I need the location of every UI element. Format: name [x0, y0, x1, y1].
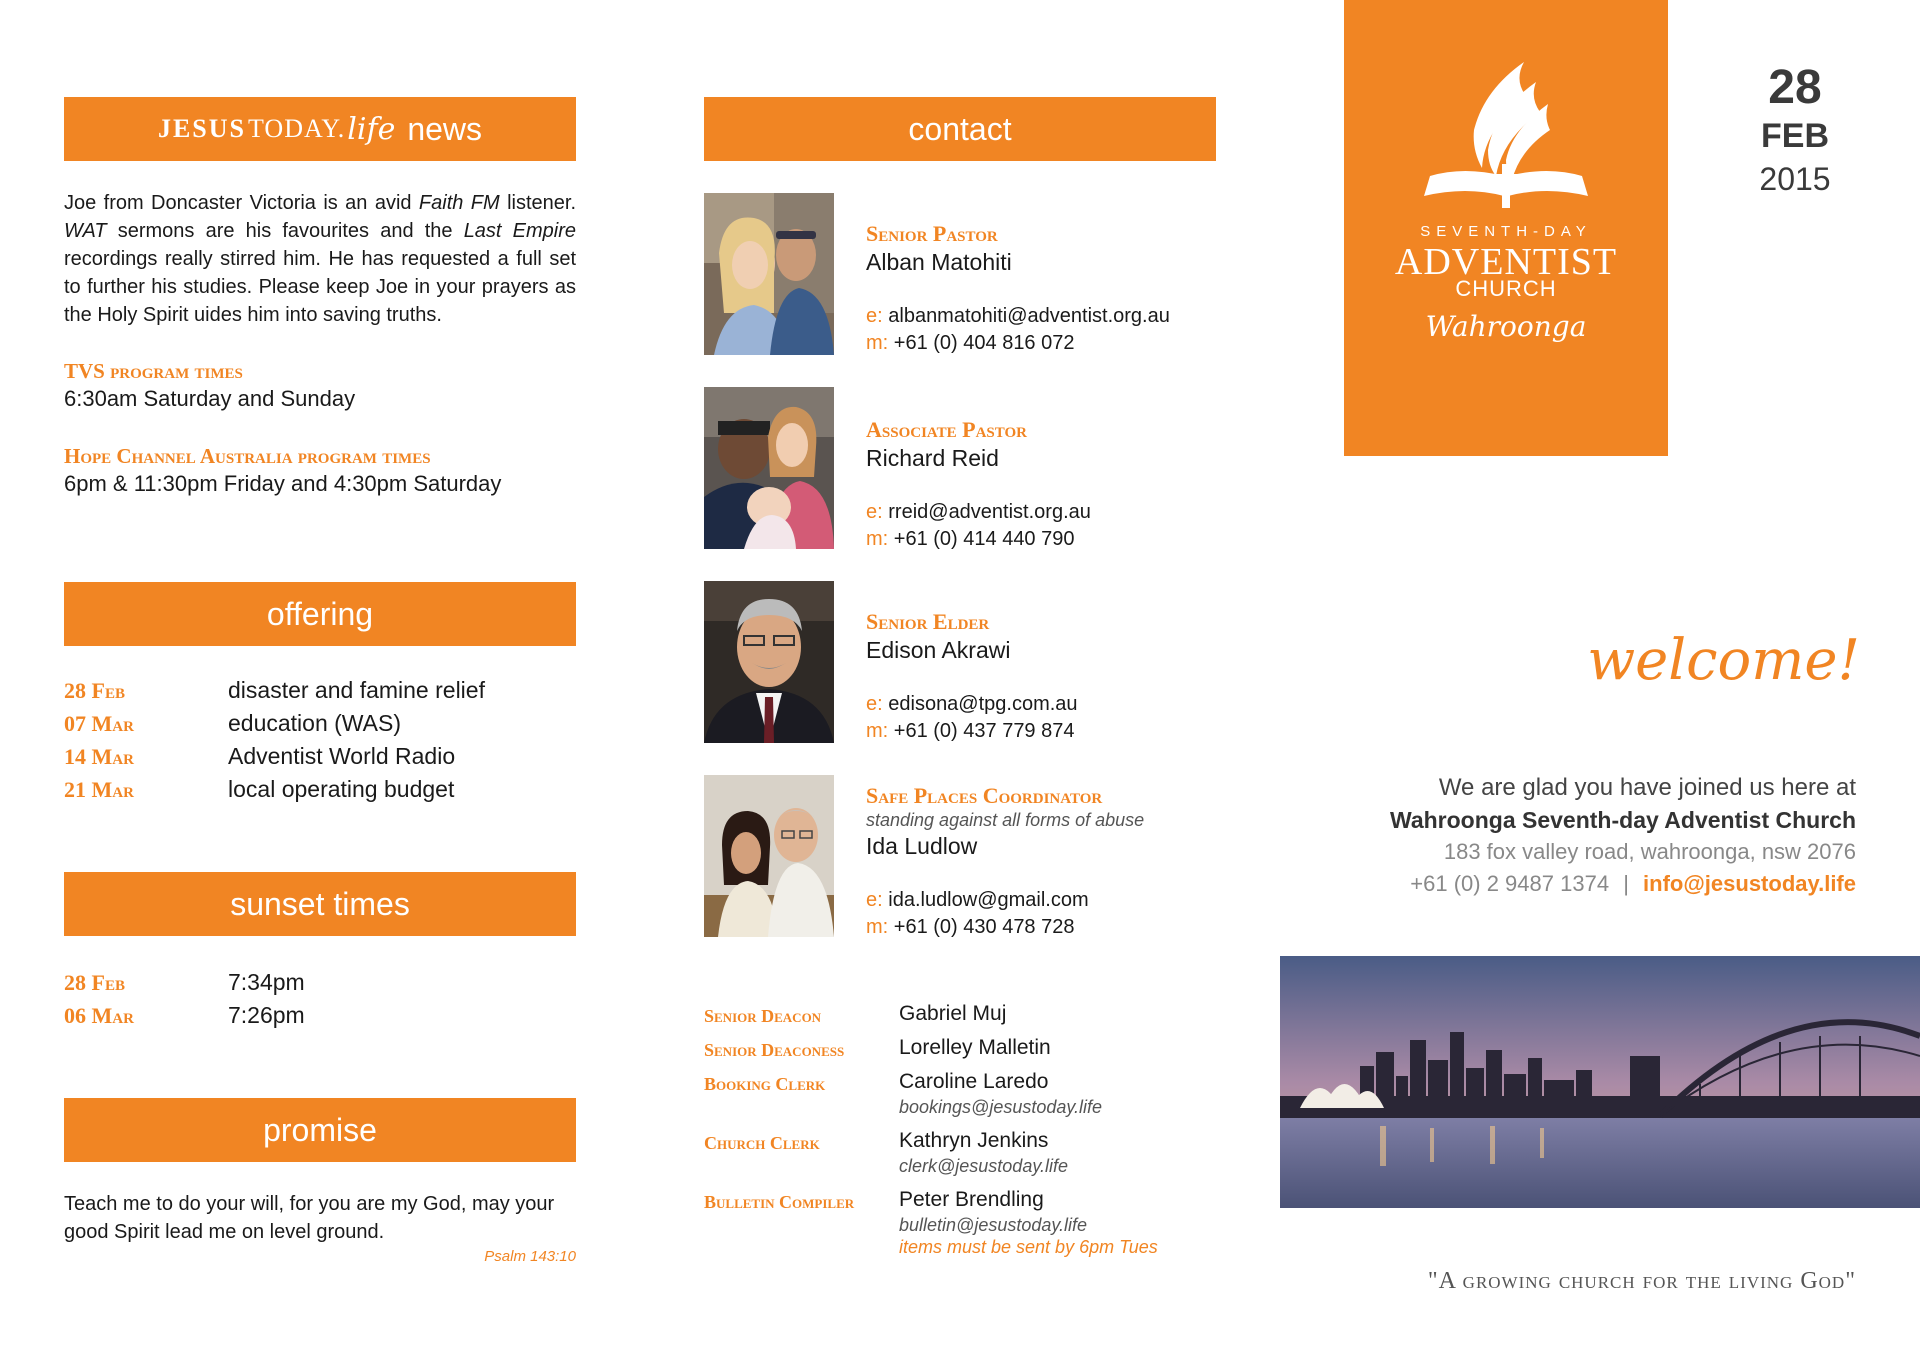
contact-mobile[interactable]: +61 (0) 404 816 072	[893, 332, 1075, 354]
offering-header: offering	[64, 582, 576, 646]
associate-pastor-photo	[704, 387, 834, 549]
contact-card	[704, 193, 1224, 355]
date-year: 2015	[1759, 161, 1831, 197]
sunset-header: sunset times	[64, 872, 576, 936]
contact-mobile[interactable]: +61 (0) 414 440 790	[893, 528, 1075, 550]
role-label: Senior Deacon	[704, 1006, 822, 1026]
welcome-contact	[1280, 868, 1856, 900]
hope-label: Hope Channel Australia program times	[64, 444, 431, 468]
logo-location: Wahroonga	[1425, 310, 1587, 343]
welcome-script: welcome!	[1587, 628, 1860, 693]
contact-card	[704, 775, 1224, 937]
hope-value: 6pm & 11:30pm Friday and 4:30pm Saturday	[64, 471, 502, 496]
role-name: Lorelley Malletin	[899, 1036, 1051, 1059]
role-name: Gabriel Muj	[899, 1002, 1007, 1025]
role-name: Kathryn Jenkins	[899, 1129, 1049, 1152]
contact-header-wrap	[704, 97, 1216, 161]
contact-info: Senior Pastor Alban Matohiti e: albanmatohiti@adventist.org.au m: +61 (0) 404 816 072	[866, 221, 1226, 357]
welcome-line: We are glad you have joined us here at	[1438, 774, 1856, 801]
sunset-section	[64, 872, 576, 1032]
news-column	[64, 97, 576, 499]
contact-info: Associate Pastor Richard Reid e: rreid@adventist.org.au m: +61 (0) 414 440 790	[866, 417, 1226, 553]
logo-seventh-day: SEVENTH-DAY	[1420, 223, 1592, 240]
logo-adventist: ADVENTIST	[1394, 241, 1618, 283]
coordinator-photo	[704, 775, 834, 937]
brand-life: life	[347, 111, 396, 147]
contact-email[interactable]: edisona@tpg.com.au	[888, 693, 1078, 715]
contact-role: Safe Places Coordinator	[866, 783, 1103, 808]
contact-role: Senior Pastor	[866, 221, 998, 246]
promise-text: Teach me to do your will, for you are my God, may your good Spirit lead me on level ground.	[64, 1193, 555, 1243]
offering-section	[64, 582, 576, 806]
list-item: 06 Mar 7:26pm	[64, 1002, 305, 1028]
contact-card	[704, 387, 1224, 549]
offering-list	[64, 674, 576, 806]
contact-email[interactable]: ida.ludlow@gmail.com	[888, 889, 1089, 911]
contact-card	[704, 581, 1224, 743]
list-item: 14 Mar Adventist World Radio	[64, 743, 456, 769]
sydney-harbour-photo	[1280, 956, 1920, 1208]
tvs-label: TVS program times	[64, 359, 243, 383]
contact-name: Richard Reid	[866, 445, 999, 471]
date-day: 28	[1768, 61, 1822, 114]
brand-jesus: JESUS	[157, 114, 246, 143]
welcome-phone[interactable]: +61 (0) 2 9487 1374	[1410, 871, 1610, 896]
logo-church: CHURCH	[1455, 276, 1557, 301]
welcome-address: 183 fox valley road, wahroonga, nsw 2076	[1443, 839, 1856, 864]
logo-panel	[1344, 0, 1668, 456]
role-label: Bulletin Compiler	[704, 1192, 855, 1212]
flame-bible-icon	[1344, 0, 1668, 260]
pastor-photo	[704, 193, 834, 355]
welcome-block	[1280, 772, 1856, 900]
role-name: Peter Brendling	[899, 1188, 1044, 1211]
contact-subtitle: standing against all forms of abuse	[866, 810, 1145, 830]
contact-email[interactable]: rreid@adventist.org.au	[888, 501, 1091, 523]
contact-header: contact	[704, 97, 1216, 161]
contact-info: Safe Places Coordinator standing against all forms of abuse Ida Ludlow e: ida.ludlow@gmail.com m: +61 (0) 430 478 728	[866, 783, 1226, 941]
welcome-email[interactable]: info@jesustoday.life	[1643, 871, 1856, 896]
date-month: FEB	[1761, 117, 1829, 155]
contact-role: Senior Elder	[866, 609, 990, 634]
separator: |	[1623, 871, 1629, 896]
sunset-list	[64, 966, 576, 1032]
role-note: items must be sent by 6pm Tues	[899, 1237, 1158, 1257]
contact-mobile[interactable]: +61 (0) 430 478 728	[893, 916, 1075, 938]
role-label: Booking Clerk	[704, 1074, 826, 1094]
role-label: Senior Deaconess	[704, 1040, 845, 1060]
contact-name: Edison Akrawi	[866, 637, 1011, 663]
role-label: Church Clerk	[704, 1133, 820, 1153]
promise-section	[64, 1098, 576, 1265]
brand-today: TODAY.	[248, 114, 346, 143]
promise-reference: Psalm 143:10	[484, 1248, 576, 1265]
news-header	[64, 97, 576, 161]
contact-name: Alban Matohiti	[866, 249, 1012, 275]
contact-name: Ida Ludlow	[866, 833, 978, 859]
contact-info: Senior Elder Edison Akrawi e: edisona@tpg.com.au m: +61 (0) 437 779 874	[866, 609, 1226, 745]
promise-header: promise	[64, 1098, 576, 1162]
list-item: 28 Feb 7:34pm	[64, 969, 305, 995]
tagline: "A growing church for the living God"	[1427, 1268, 1856, 1294]
contact-email[interactable]: albanmatohiti@adventist.org.au	[888, 305, 1170, 327]
contact-role: Associate Pastor	[866, 417, 1027, 442]
date-block	[1720, 60, 1870, 202]
role-email[interactable]: bulletin@jesustoday.life	[899, 1215, 1088, 1235]
news-text: Joe from Doncaster Victoria is an avid Faith FM listener. WAT sermons are his favourites and the Last Empire recordings really stirred him. He has requested a full set to further his studies. Please keep Joe in your prayers as the Holy Spirit uides him into saving truths.	[64, 192, 576, 326]
elder-photo	[704, 581, 834, 743]
news-heading: news	[407, 110, 483, 147]
role-email[interactable]: clerk@jesustoday.life	[899, 1156, 1069, 1176]
role-name: Caroline Laredo	[899, 1070, 1049, 1093]
contact-mobile[interactable]: +61 (0) 437 779 874	[893, 720, 1075, 742]
welcome-church: Wahroonga Seventh-day Adventist Church	[1389, 807, 1856, 833]
list-item: 21 Mar local operating budget	[64, 776, 455, 802]
list-item: 28 Feb disaster and famine relief	[64, 677, 485, 703]
list-item: 07 Mar education (WAS)	[64, 710, 401, 736]
tvs-value: 6:30am Saturday and Sunday	[64, 386, 356, 411]
role-email[interactable]: bookings@jesustoday.life	[899, 1097, 1103, 1117]
